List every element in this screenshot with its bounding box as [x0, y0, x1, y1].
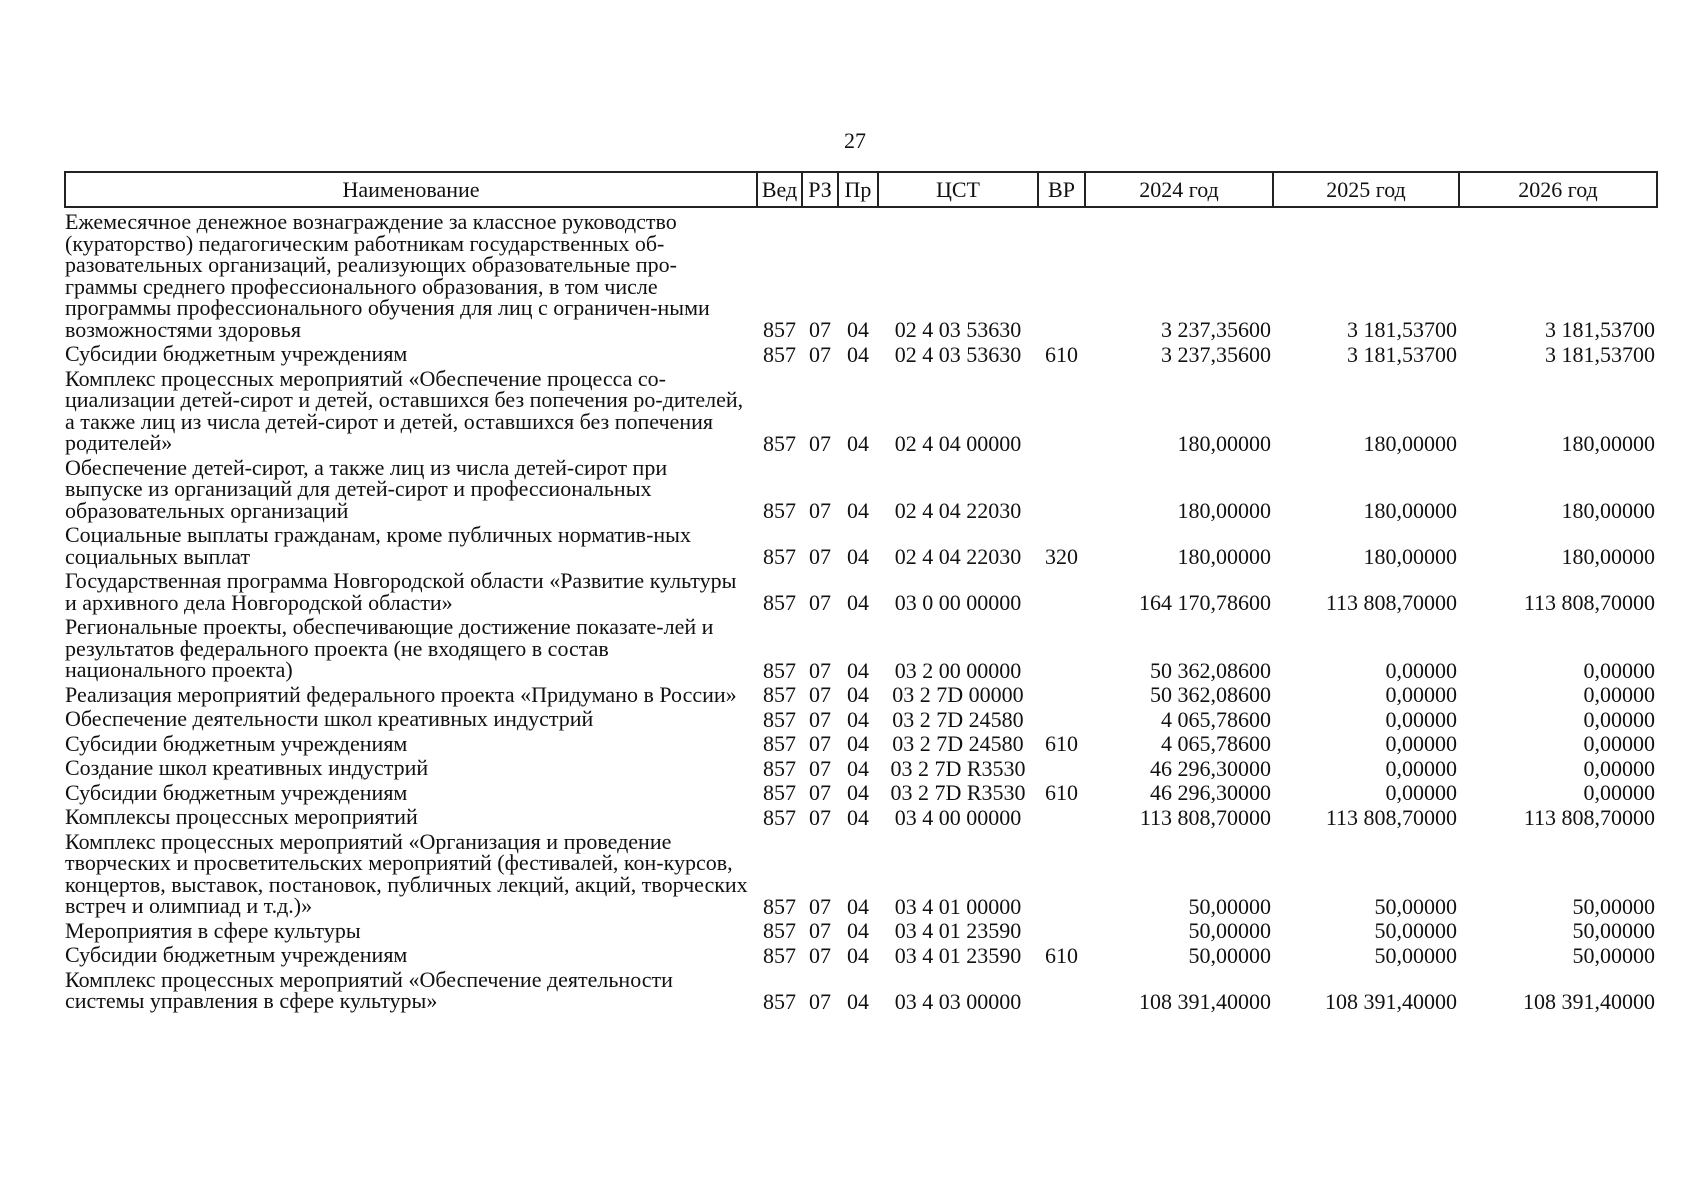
cell-2026: 0,00000: [1583, 682, 1655, 707]
cell-ved: 857: [763, 682, 796, 707]
table-row: [65, 613, 1657, 681]
cell-rz: 07: [809, 893, 831, 919]
cell-pr: 04: [847, 755, 869, 781]
cell-pr: 04: [847, 804, 869, 830]
cell-2025: 180,00000: [1363, 430, 1457, 456]
table-row: [65, 705, 1657, 730]
cell-2025: 113 808,70000: [1325, 590, 1457, 615]
cell-pr: 04: [847, 544, 869, 569]
cell-pr: 04: [847, 590, 869, 615]
cell-2024: 180,00000: [1177, 430, 1271, 456]
cell-2024: 164 170,78600: [1139, 590, 1271, 615]
cell-2024: 50,00000: [1188, 918, 1271, 943]
cell-2026: 0,00000: [1583, 755, 1655, 781]
cell-2025: 0,00000: [1385, 755, 1457, 781]
cell-name: Обеспечение деятельности школ креативных индустрий: [65, 706, 594, 731]
cell-ved: 857: [763, 988, 796, 1014]
cell-cst: 03 2 7D 24580: [892, 731, 1024, 756]
table-row: [65, 365, 1657, 454]
cell-2024: 3 237,35600: [1161, 317, 1271, 342]
cell-name: Комплекс процессных мероприятий «Обеспечение процесса со-циализации детей-сирот и детей, оставшихся без попечения ро-дителей, а также лиц из числа детей-сирот и детей, оставшихся без попечения родителей»: [65, 365, 744, 455]
cell-rz: 07: [809, 755, 831, 781]
cell-pr: 04: [847, 893, 869, 919]
cell-2026: 113 808,70000: [1523, 590, 1655, 615]
table-row: [65, 207, 1657, 340]
cell-vr: [1038, 705, 1085, 730]
cell-name: Социальные выплаты гражданам, кроме публичных норматив-ных социальных выплат: [65, 522, 691, 569]
cell-rz: 07: [809, 657, 831, 683]
cell-pr: 04: [847, 918, 869, 943]
table-row: [65, 803, 1657, 828]
cell-2024: 4 065,78600: [1161, 706, 1271, 732]
table-row: [65, 681, 1657, 706]
cell-cst: 03 4 00 00000: [894, 804, 1022, 830]
cell-vr: 610: [1045, 942, 1078, 968]
cell-2024: 4 065,78600: [1161, 731, 1271, 756]
table-row: [65, 754, 1657, 779]
cell-vr: [1038, 454, 1085, 522]
cell-2025: 50,00000: [1374, 942, 1457, 968]
col-header-name: Наименование: [65, 172, 757, 207]
col-header-vr: ВР: [1038, 172, 1085, 207]
cell-vr: [1038, 613, 1085, 681]
cell-vr: [1038, 917, 1085, 942]
cell-vr: [1038, 365, 1085, 454]
cell-2024: 108 391,40000: [1139, 988, 1271, 1014]
cell-ved: 857: [763, 804, 796, 830]
cell-2026: 3 181,53700: [1545, 341, 1655, 367]
cell-name: Государственная программа Новгородской области «Развитие культуры и архивного дела Новгородской области»: [65, 568, 737, 615]
cell-2024: 50 362,08600: [1150, 657, 1271, 683]
cell-cst: 02 4 03 53630: [894, 341, 1022, 367]
cell-2025: 0,00000: [1385, 657, 1457, 683]
table-row: [65, 966, 1657, 1012]
cell-2026: 50,00000: [1572, 918, 1655, 943]
cell-name: Реализация мероприятий федерального проекта «Придумано в России»: [65, 681, 737, 707]
cell-vr: 610: [1045, 341, 1078, 367]
table-row: [65, 521, 1657, 567]
cell-2024: 50,00000: [1188, 942, 1271, 968]
cell-2024: 46 296,30000: [1150, 755, 1271, 781]
cell-vr: [1038, 207, 1085, 340]
cell-cst: 02 4 04 00000: [894, 430, 1022, 456]
cell-ved: 857: [763, 942, 796, 968]
table-body: [65, 207, 1657, 1012]
cell-rz: 07: [809, 918, 831, 943]
cell-rz: 07: [809, 341, 831, 367]
cell-2026: 0,00000: [1583, 731, 1655, 756]
cell-vr: 320: [1045, 544, 1078, 569]
cell-2026: 0,00000: [1583, 780, 1655, 805]
cell-name: Ежемесячное денежное вознаграждение за классное руководство (кураторство) педагогическим работникам государственных об-разовательных организаций, реализующих образовательные про-граммы среднего профессионального образования, в том числе программы профессионального обучения для лиц с ограничен-ными возможностями здоровья: [65, 209, 710, 342]
cell-2026: 108 391,40000: [1523, 988, 1655, 1014]
cell-ved: 857: [763, 341, 796, 367]
cell-rz: 07: [809, 430, 831, 456]
cell-cst: 03 0 00 00000: [894, 590, 1022, 615]
table-row: [65, 779, 1657, 804]
cell-vr: [1038, 567, 1085, 613]
col-header-2024: 2024 год: [1085, 172, 1273, 207]
cell-rz: 07: [809, 988, 831, 1014]
cell-2024: 180,00000: [1177, 498, 1271, 523]
cell-pr: 04: [847, 341, 869, 367]
col-header-ved: Вед: [757, 172, 802, 207]
cell-cst: 03 2 7D R3530: [890, 780, 1026, 805]
cell-pr: 04: [847, 317, 869, 342]
cell-cst: 03 2 00 00000: [894, 657, 1022, 683]
col-header-rz: РЗ: [802, 172, 838, 207]
table-row: [65, 730, 1657, 755]
table-row: [65, 917, 1657, 942]
cell-2024: 50 362,08600: [1150, 682, 1271, 707]
cell-2025: 50,00000: [1374, 893, 1457, 919]
table-row: [65, 340, 1657, 365]
cell-2026: 113 808,70000: [1523, 804, 1655, 830]
cell-vr: [1038, 828, 1085, 917]
cell-rz: 07: [809, 682, 831, 707]
cell-pr: 04: [847, 942, 869, 968]
cell-2025: 3 181,53700: [1347, 341, 1457, 367]
cell-cst: 02 4 03 53630: [894, 317, 1022, 342]
cell-ved: 857: [763, 317, 796, 342]
cell-ved: 857: [763, 430, 796, 456]
cell-2025: 0,00000: [1385, 682, 1457, 707]
col-header-cst: ЦСТ: [878, 172, 1038, 207]
cell-rz: 07: [809, 544, 831, 569]
cell-2026: 180,00000: [1561, 430, 1655, 456]
cell-2026: 0,00000: [1583, 657, 1655, 683]
cell-2025: 0,00000: [1385, 731, 1457, 756]
cell-cst: 02 4 04 22030: [894, 498, 1022, 523]
cell-2024: 113 808,70000: [1139, 804, 1271, 830]
cell-name: Региональные проекты, обеспечивающие достижение показате-лей и результатов федерального проекта (не входящего в состав национального проекта): [65, 614, 714, 682]
cell-name: Субсидии бюджетным учреждениям: [65, 942, 408, 967]
cell-vr: [1038, 803, 1085, 828]
cell-vr: [1038, 754, 1085, 779]
header-row: [65, 172, 1657, 207]
cell-ved: 857: [763, 755, 796, 781]
cell-2025: 50,00000: [1374, 918, 1457, 943]
cell-2024: 50,00000: [1188, 893, 1271, 919]
cell-name: Создание школ креативных индустрий: [65, 755, 429, 780]
cell-2026: 180,00000: [1561, 498, 1655, 523]
cell-rz: 07: [809, 780, 831, 805]
cell-pr: 04: [847, 430, 869, 456]
cell-cst: 03 2 7D 24580: [892, 706, 1024, 732]
cell-2026: 50,00000: [1572, 942, 1655, 968]
cell-ved: 857: [763, 498, 796, 523]
cell-ved: 857: [763, 731, 796, 756]
budget-table: [64, 171, 1658, 1012]
cell-pr: 04: [847, 657, 869, 683]
cell-name: Комплексы процессных мероприятий: [65, 804, 418, 829]
cell-rz: 07: [809, 731, 831, 756]
cell-cst: 03 4 01 23590: [894, 942, 1022, 968]
cell-ved: 857: [763, 918, 796, 943]
cell-rz: 07: [809, 317, 831, 342]
cell-name: Комплекс процессных мероприятий «Обеспечение деятельности системы управления в сфере культуры»: [65, 966, 673, 1013]
cell-ved: 857: [763, 780, 796, 805]
cell-pr: 04: [847, 988, 869, 1014]
cell-2025: 0,00000: [1385, 780, 1457, 805]
table-row: [65, 941, 1657, 966]
cell-cst: 03 4 03 00000: [894, 988, 1022, 1014]
cell-name: Субсидии бюджетным учреждениям: [65, 730, 408, 756]
cell-2025: 3 181,53700: [1347, 317, 1457, 342]
cell-2026: 0,00000: [1583, 706, 1655, 732]
cell-cst: 03 2 7D 00000: [892, 682, 1024, 707]
cell-rz: 07: [809, 590, 831, 615]
cell-ved: 857: [763, 706, 796, 732]
cell-2025: 113 808,70000: [1325, 804, 1457, 830]
cell-2024: 180,00000: [1177, 544, 1271, 569]
cell-cst: 02 4 04 22030: [894, 544, 1022, 569]
cell-name: Мероприятия в сфере культуры: [65, 917, 361, 943]
cell-rz: 07: [809, 706, 831, 732]
cell-vr: 610: [1045, 731, 1078, 756]
table-row: [65, 454, 1657, 522]
cell-ved: 857: [763, 893, 796, 919]
cell-cst: 03 2 7D R3530: [890, 755, 1026, 781]
cell-pr: 04: [847, 706, 869, 732]
cell-2025: 180,00000: [1363, 544, 1457, 569]
cell-rz: 07: [809, 942, 831, 968]
cell-name: Субсидии бюджетным учреждениям: [65, 779, 408, 805]
cell-vr: [1038, 966, 1085, 1012]
cell-2025: 180,00000: [1363, 498, 1457, 523]
col-header-2025: 2025 год: [1273, 172, 1459, 207]
cell-pr: 04: [847, 682, 869, 707]
cell-2026: 180,00000: [1561, 544, 1655, 569]
cell-rz: 07: [809, 804, 831, 830]
cell-name: Обеспечение детей-сирот, а также лиц из числа детей-сирот при выпуске из организаций для детей-сирот и профессиональных образовательных организаций: [65, 454, 668, 523]
cell-name: Субсидии бюджетным учреждениям: [65, 341, 408, 366]
cell-rz: 07: [809, 498, 831, 523]
cell-cst: 03 4 01 23590: [894, 918, 1022, 943]
cell-name: Комплекс процессных мероприятий «Организация и проведение творческих и просветительских мероприятий (фестивалей, кон-курсов, концертов, выставок, постановок, публичных лекций, акций, творческих встреч и олимпиад и т.д.)»: [65, 828, 748, 918]
cell-2025: 108 391,40000: [1325, 988, 1457, 1014]
table-row: [65, 567, 1657, 613]
cell-vr: 610: [1045, 780, 1078, 805]
cell-pr: 04: [847, 498, 869, 523]
cell-2026: 3 181,53700: [1545, 317, 1655, 342]
table-row: [65, 828, 1657, 917]
cell-2026: 50,00000: [1572, 893, 1655, 919]
cell-2025: 0,00000: [1385, 706, 1457, 732]
cell-cst: 03 4 01 00000: [894, 893, 1022, 919]
cell-ved: 857: [763, 657, 796, 683]
col-header-2026: 2026 год: [1459, 172, 1657, 207]
cell-vr: [1038, 681, 1085, 706]
cell-pr: 04: [847, 780, 869, 805]
cell-ved: 857: [763, 590, 796, 615]
cell-2024: 46 296,30000: [1150, 780, 1271, 805]
cell-ved: 857: [763, 544, 796, 569]
col-header-pr: Пр: [838, 172, 878, 207]
cell-pr: 04: [847, 731, 869, 756]
cell-2024: 3 237,35600: [1161, 341, 1271, 367]
page-number: 27: [844, 128, 866, 153]
